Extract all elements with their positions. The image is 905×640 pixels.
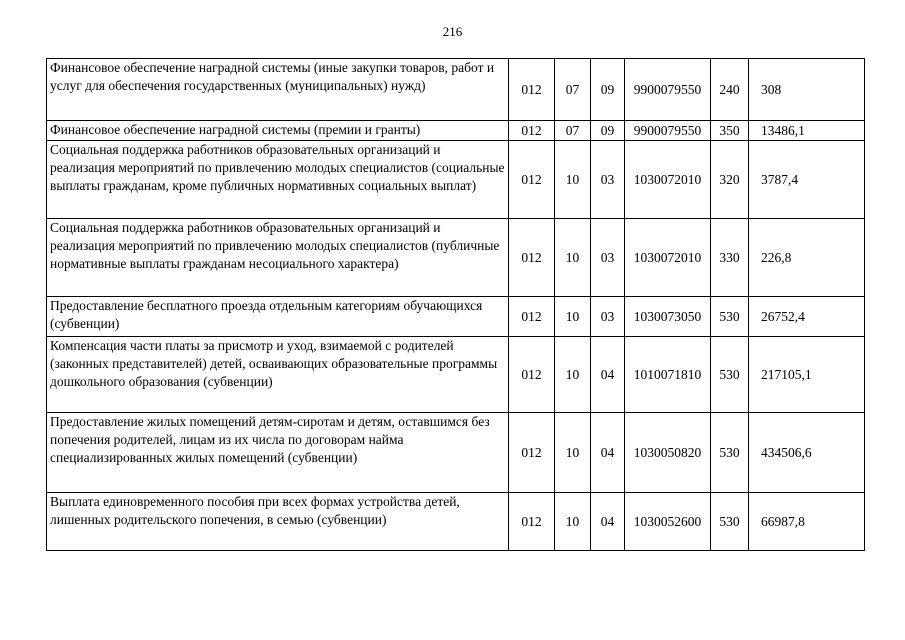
table-row bbox=[47, 121, 865, 141]
section-code-cell: 10 bbox=[555, 219, 591, 297]
expense-type-cell: 530 bbox=[711, 493, 749, 551]
section-code-cell: 10 bbox=[555, 141, 591, 219]
table-row bbox=[47, 297, 865, 337]
expense-name-cell: Социальная поддержка работников образовательных организаций и реализация мероприятий по привлечению молодых специалистов (социальные выплаты гражданам, кроме публичных нормативных социальных выплат) bbox=[47, 141, 509, 219]
subsection-code-cell: 03 bbox=[591, 141, 625, 219]
amount-cell: 13486,1 bbox=[749, 121, 865, 141]
ministry-code-cell: 012 bbox=[509, 121, 555, 141]
expense-type-cell: 530 bbox=[711, 337, 749, 413]
section-code-cell: 07 bbox=[555, 121, 591, 141]
ministry-code-cell: 012 bbox=[509, 413, 555, 493]
table-row bbox=[47, 219, 865, 297]
budget-table bbox=[46, 58, 865, 551]
amount-cell: 434506,6 bbox=[749, 413, 865, 493]
expense-name-cell: Финансовое обеспечение наградной системы (иные закупки товаров, работ и услуг для обеспечения государственных (муниципальных) нужд) bbox=[47, 59, 509, 121]
subsection-code-cell: 03 bbox=[591, 297, 625, 337]
target-article-cell: 1010071810 bbox=[625, 337, 711, 413]
ministry-code-cell: 012 bbox=[509, 493, 555, 551]
target-article-cell: 1030072010 bbox=[625, 141, 711, 219]
subsection-code-cell: 09 bbox=[591, 59, 625, 121]
page-number: 216 bbox=[442, 24, 463, 39]
expense-type-cell: 530 bbox=[711, 297, 749, 337]
table-row bbox=[47, 59, 865, 121]
amount-cell: 3787,4 bbox=[749, 141, 865, 219]
subsection-code-cell: 03 bbox=[591, 219, 625, 297]
table-row bbox=[47, 413, 865, 493]
section-code-cell: 07 bbox=[555, 59, 591, 121]
subsection-code-cell: 04 bbox=[591, 337, 625, 413]
ministry-code-cell: 012 bbox=[509, 297, 555, 337]
table-row bbox=[47, 141, 865, 219]
expense-type-cell: 350 bbox=[711, 121, 749, 141]
ministry-code-cell: 012 bbox=[509, 59, 555, 121]
expense-type-cell: 530 bbox=[711, 413, 749, 493]
amount-cell: 26752,4 bbox=[749, 297, 865, 337]
target-article-cell: 1030052600 bbox=[625, 493, 711, 551]
target-article-cell: 1030072010 bbox=[625, 219, 711, 297]
expense-type-cell: 330 bbox=[711, 219, 749, 297]
expense-name-cell: Выплата единовременного пособия при всех формах устройства детей, лишенных родительского попечения, в семью (субвенции) bbox=[47, 493, 509, 551]
expense-name-cell: Компенсация части платы за присмотр и уход, взимаемой с родителей (законных представителей) детей, осваивающих образовательные программы дошкольного образования (субвенции) bbox=[47, 337, 509, 413]
ministry-code-cell: 012 bbox=[509, 337, 555, 413]
section-code-cell: 10 bbox=[555, 337, 591, 413]
section-code-cell: 10 bbox=[555, 493, 591, 551]
expense-name-cell: Предоставление жилых помещений детям-сиротам и детям, оставшимся без попечения родителей, лицам из их числа по договорам найма специализированных жилых помещений (субвенции) bbox=[47, 413, 509, 493]
ministry-code-cell: 012 bbox=[509, 141, 555, 219]
section-code-cell: 10 bbox=[555, 297, 591, 337]
subsection-code-cell: 04 bbox=[591, 413, 625, 493]
target-article-cell: 9900079550 bbox=[625, 121, 711, 141]
subsection-code-cell: 09 bbox=[591, 121, 625, 141]
expense-type-cell: 240 bbox=[711, 59, 749, 121]
subsection-code-cell: 04 bbox=[591, 493, 625, 551]
amount-cell: 308 bbox=[749, 59, 865, 121]
expense-name-cell: Социальная поддержка работников образовательных организаций и реализация мероприятий по привлечению молодых специалистов (публичные нормативные выплаты гражданам несоциального характера) bbox=[47, 219, 509, 297]
target-article-cell: 9900079550 bbox=[625, 59, 711, 121]
expense-name-cell: Предоставление бесплатного проезда отдельным категориям обучающихся (субвенции) bbox=[47, 297, 509, 337]
amount-cell: 66987,8 bbox=[749, 493, 865, 551]
ministry-code-cell: 012 bbox=[509, 219, 555, 297]
target-article-cell: 1030050820 bbox=[625, 413, 711, 493]
table-row bbox=[47, 493, 865, 551]
expense-name-cell: Финансовое обеспечение наградной системы (премии и гранты) bbox=[47, 121, 509, 141]
amount-cell: 226,8 bbox=[749, 219, 865, 297]
expense-type-cell: 320 bbox=[711, 141, 749, 219]
amount-cell: 217105,1 bbox=[749, 337, 865, 413]
section-code-cell: 10 bbox=[555, 413, 591, 493]
table-row bbox=[47, 337, 865, 413]
target-article-cell: 1030073050 bbox=[625, 297, 711, 337]
